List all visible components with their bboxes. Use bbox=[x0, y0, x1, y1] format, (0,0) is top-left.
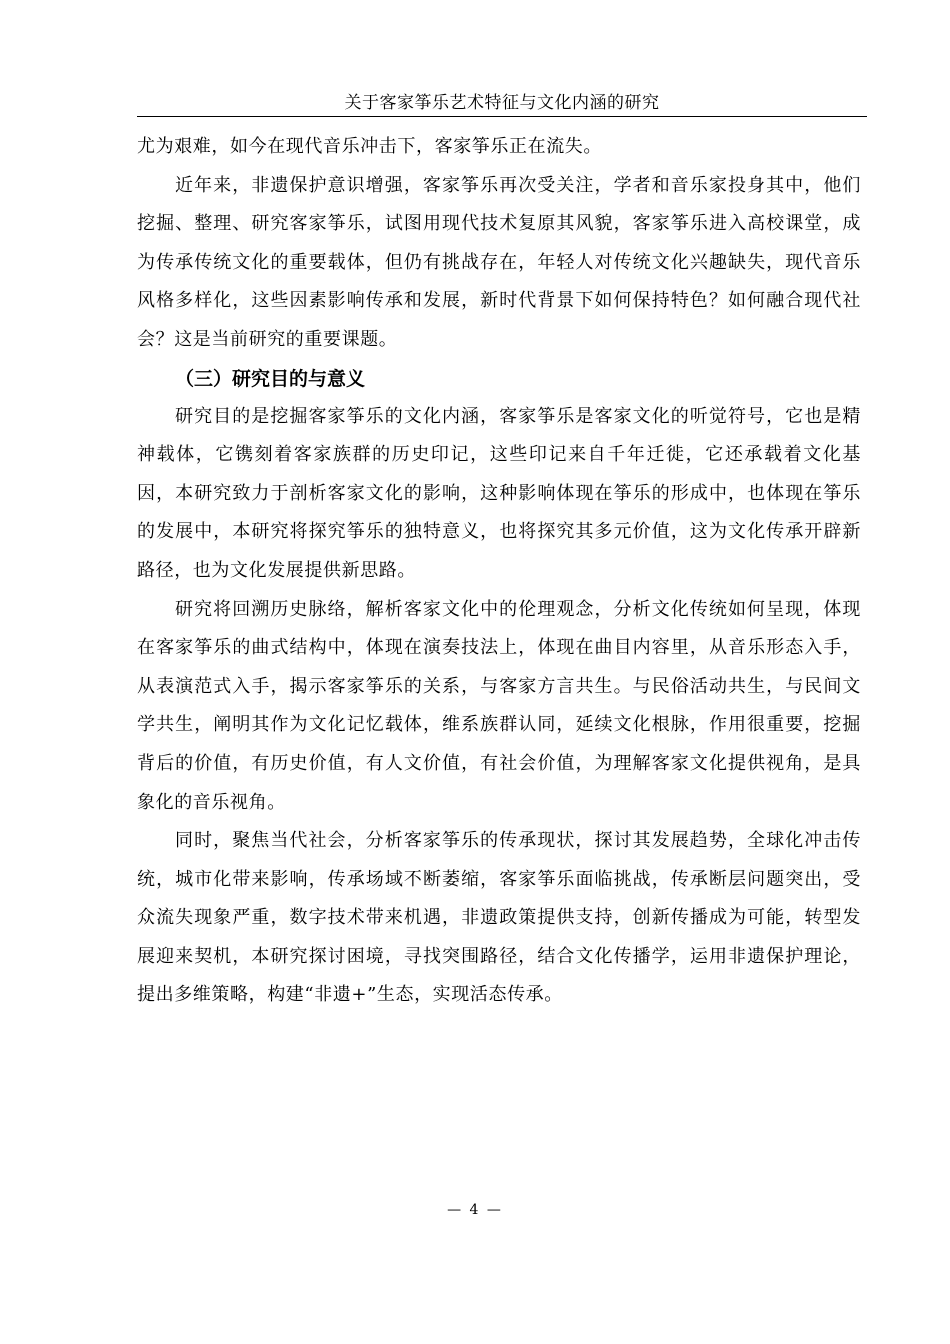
paragraph-contemporary: 同时，聚焦当代社会，分析客家筝乐的传承现状，探讨其发展趋势，全球化冲击传统，城市化带来影响，传承场域不断萎缩，客家筝乐面临挑战，传承断层问题突出，受众流失现象严重，数字技术带来机遇，非遗政策提供支持，创新传播成为可能，转型发展迎来契机，本研究探讨困境，寻找突围路径，结合文化传播学，运用非遗保护理论，提出多维策略，构建“非遗+”生态，实现活态传承。 bbox=[137, 830, 861, 1006]
paragraph-purpose: 研究目的是挖掘客家筝乐的文化内涵，客家筝乐是客家文化的听觉符号，它也是精神载体，它镌刻着客家族群的历史印记，这些印记来自千年迁徙，它还承载着文化基因，本研究致力于剖析客家文化的影响，这种影响体现在筝乐的形成中，也体现在筝乐的发展中，本研究将探究筝乐的独特意义，也将探究其多元价值，这为文化传承开辟新路径，也为文化发展提供新思路。 bbox=[137, 405, 861, 581]
running-title: 关于客家筝乐艺术特征与文化内涵的研究 bbox=[344, 93, 660, 113]
paragraph-history: 研究将回溯历史脉络，解析客家文化中的伦理观念，分析文化传统如何呈现，体现在客家筝乐的曲式结构中，体现在演奏技法上，体现在曲目内容里，从音乐形态入手，从表演范式入手，揭示客家筝乐的关系，与客家方言共生。与民俗活动共生，与民间文学共生，阐明其作为文化记忆载体，维系族群认同，延续文化根脉，作用很重要，挖掘背后的价值，有历史价值，有人文价值，有社会价值，为理解客家文化提供视角，是具象化的音乐视角。 bbox=[137, 598, 861, 813]
paragraph-background: 近年来，非遗保护意识增强，客家筝乐再次受关注，学者和音乐家投身其中，他们挖掘、整理、研究客家筝乐，试图用现代技术复原其风貌，客家筝乐进入高校课堂，成为传承传统文化的重要载体，但仍有挑战存在，年轻人对传统文化兴趣缺失，现代音乐风格多样化，这些因素影响传承和发展，新时代背景下如何保持特色？如何融合现代社会？这是当前研究的重要课题。 bbox=[137, 174, 861, 350]
page-header bbox=[137, 92, 867, 117]
section-heading: （三）研究目的与意义 bbox=[175, 367, 366, 390]
main-content bbox=[137, 128, 861, 1015]
page-number: — 4 — bbox=[447, 1202, 503, 1218]
paragraph-continued: 尤为艰难，如今在现代音乐冲击下，客家筝乐正在流失。 bbox=[137, 136, 602, 157]
